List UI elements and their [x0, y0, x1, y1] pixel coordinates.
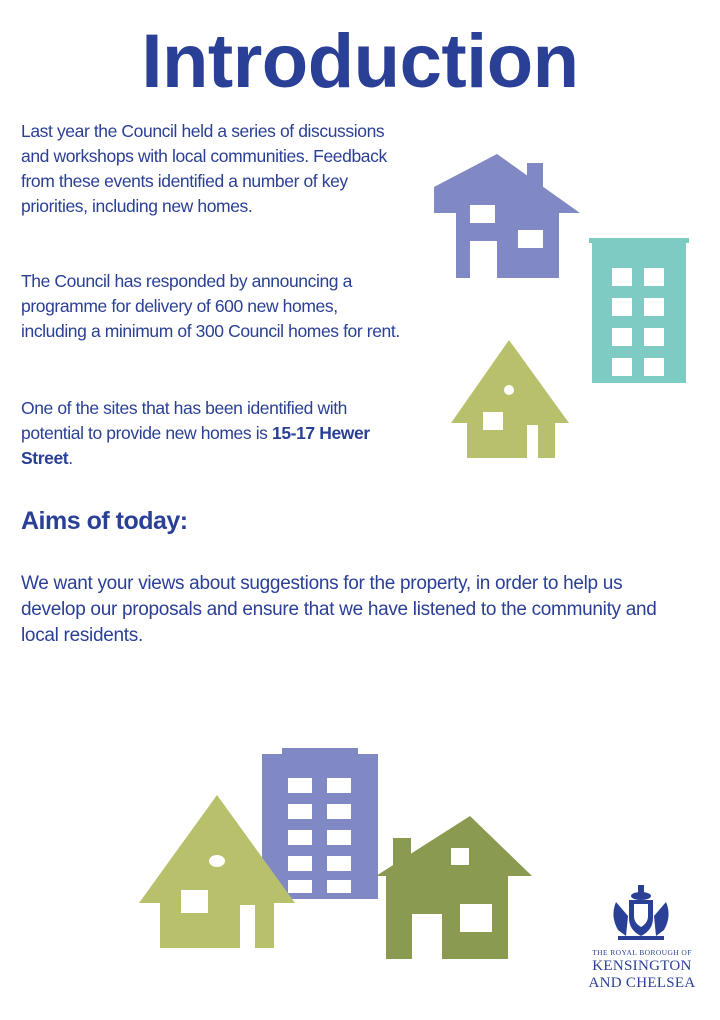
- purple-house-icon: [434, 154, 580, 279]
- site-name: 15-17 Hewer Street: [21, 423, 370, 468]
- olive-house-icon: [376, 816, 532, 960]
- aims-heading: Aims of today:: [21, 507, 188, 535]
- logo-line-1: THE ROYAL BOROUGH OF: [592, 948, 692, 957]
- logo-line-2: KENSINGTON: [592, 958, 692, 974]
- lime-house-small-icon: [451, 340, 569, 459]
- purple-building-icon: [262, 748, 378, 899]
- intro-paragraph-1: Last year the Council held a series of discussions and workshops with local communities. Feedback from these events identified a number of key priorities, including new homes.: [21, 121, 387, 216]
- teal-building-icon: [589, 238, 689, 383]
- aims-text: We want your views about suggestions for the property, in order to help us develop our proposals and ensure that we have listened to the community and local residents.: [21, 573, 657, 646]
- page-title: Introduction: [141, 19, 579, 104]
- intro-paragraph-3-text: One of the sites that has been identified with potential to provide new homes is: [21, 398, 347, 443]
- borough-logo: [584, 880, 700, 992]
- intro-paragraph-3-end: .: [68, 448, 73, 468]
- intro-paragraph-2: The Council has responded by announcing a programme for delivery of 600 new homes, including a minimum of 300 Council homes for rent.: [21, 271, 400, 341]
- logo-line-3: AND CHELSEA: [588, 975, 696, 991]
